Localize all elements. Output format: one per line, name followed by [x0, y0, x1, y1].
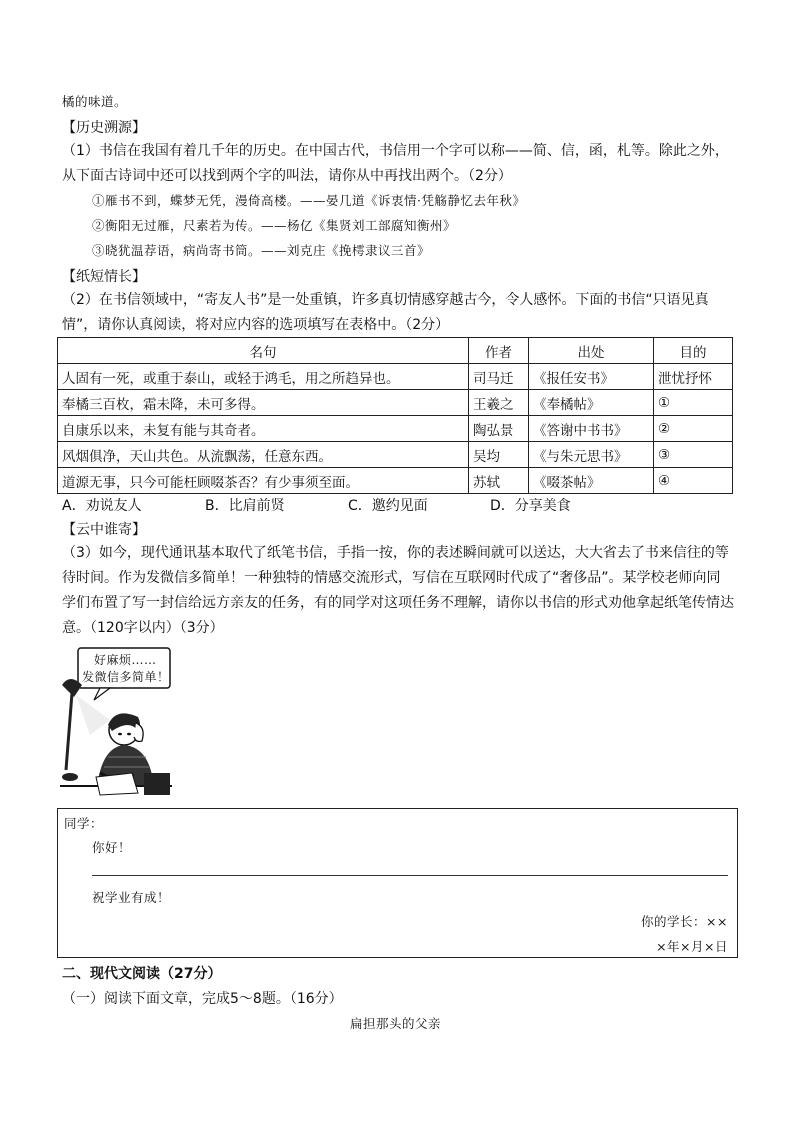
letter-closing: 祝学业有成！: [92, 890, 171, 905]
table-header: 作者: [469, 338, 529, 364]
table-row: [58, 442, 733, 468]
table-row: [58, 390, 733, 416]
section-heading-paper: 【纸短情长】: [62, 269, 146, 285]
table-row: [58, 416, 733, 442]
option-d: D．分享美食: [490, 498, 571, 514]
table-cell-quote: 风烟俱净，天山共色。从流飘荡，任意东西。: [58, 442, 469, 468]
question-3-line-4: 意。（120字以内）（3分）: [62, 620, 224, 636]
table-cell-purpose: ②: [654, 416, 733, 442]
question-1-line-2: 从下面古诗词中还可以找到两个字的叫法，请你从中再找出两个。（2分）: [62, 168, 512, 184]
table-cell-purpose: ①: [654, 390, 733, 416]
table-cell-purpose: ③: [654, 442, 733, 468]
letter-template-box: [57, 808, 738, 958]
letter-greeting: 你好！: [92, 840, 132, 855]
table-cell-author: 吴均: [469, 442, 529, 468]
letter-date: ×年×月×日: [656, 939, 728, 954]
table-cell-source: 《答谢中书书》: [529, 416, 654, 442]
table-header: 目的: [654, 338, 733, 364]
question-3-line-1: （3）如今，现代通讯基本取代了纸笔书信，手指一按，你的表述瞬间就可以送达，大大省去了书来信往的等: [62, 545, 729, 561]
section-two-subheading: （一）阅读下面文章，完成5～8题。（16分）: [62, 991, 343, 1007]
table-cell-source: 《啜茶帖》: [529, 468, 654, 494]
section-heading-history: 【历史溯源】: [62, 120, 146, 136]
table-cell-source: 《奉橘帖》: [529, 390, 654, 416]
poem-line: ①雁书不到，蝶梦无凭，漫倚高楼。——晏几道《诉衷情·凭觞静忆去年秋》: [92, 193, 526, 208]
section-two-heading: 二、现代文阅读（27分）: [62, 966, 222, 982]
table-header: 出处: [529, 338, 654, 364]
question-3-line-3: 学们布置了写一封信给远方亲友的任务，有的同学对这项任务不理解，请你以书信的形式劝他拿起纸笔传情达: [62, 595, 734, 611]
question-2-line-1: （2）在书信领域中，“寄友人书”是一处重镇，许多真切情感穿越古今，令人感怀。下面的书信“只语见真: [62, 292, 709, 308]
table-cell-author: 司马迁: [469, 364, 529, 390]
letters-table: [57, 337, 733, 494]
speech-bubble-line-1: 好麻烦……: [94, 653, 157, 667]
table-cell-author: 陶弘景: [469, 416, 529, 442]
table-cell-author: 苏轼: [469, 468, 529, 494]
poem-line: ②衡阳无过雁，尺素若为传。——杨亿《集贤刘工部腐知衡州》: [92, 218, 457, 233]
table-cell-author: 王羲之: [469, 390, 529, 416]
table-header: 名句: [58, 338, 469, 364]
option-c: C．邀约见面: [348, 498, 428, 514]
cartoon-illustration: [60, 645, 172, 800]
section-heading-cloud: 【云中谁寄】: [62, 522, 146, 538]
question-3-line-2: 待时间。作为发微信多简单！一种独特的情感交流形式，写信在互联网时代成了“奢侈品”。某学校老师向同: [62, 570, 721, 586]
table-cell-quote: 自康乐以来，未复有能与其奇者。: [58, 416, 469, 442]
option-b: B．比肩前贤: [205, 498, 285, 514]
letter-writing-line[interactable]: [92, 875, 728, 876]
table-row: [58, 364, 733, 390]
table-cell-quote: 奉橘三百枚，霜未降，未可多得。: [58, 390, 469, 416]
article-title: 扁担那头的父亲: [350, 1016, 442, 1031]
question-2-line-2: 情”，请你认真阅读，将对应内容的选项填写在表格中。（2分）: [62, 317, 450, 333]
table-cell-purpose: ④: [654, 468, 733, 494]
continued-text-fragment: 橘的味道。: [62, 94, 128, 109]
table-header-row: [58, 338, 733, 364]
table-row: [58, 468, 733, 494]
table-cell-source: 《报任安书》: [529, 364, 654, 390]
letter-salutation: 同学：: [64, 816, 104, 831]
table-cell-quote: 人固有一死，或重于泰山，或轻于鸿毛，用之所趋异也。: [58, 364, 469, 390]
option-a: A．劝说友人: [62, 498, 142, 514]
poem-line: ③晓犹温荐语，病尚寄书筒。——刘克庄《挽樗隶议三首》: [92, 243, 431, 258]
speech-bubble-line-2: 发微信多简单！: [82, 670, 170, 684]
table-cell-quote: 道源无事，只今可能枉顾啜茶否？有少事须至面。: [58, 468, 469, 494]
table-cell-source: 《与朱元思书》: [529, 442, 654, 468]
letter-signature: 你的学长：××: [641, 914, 728, 929]
question-1-line-1: （1）书信在我国有着几千年的历史。在中国古代，书信用一个字可以称——简、信，函，札等。除此之外，: [62, 143, 729, 159]
table-cell-purpose: 泄忧抒怀: [654, 364, 733, 390]
